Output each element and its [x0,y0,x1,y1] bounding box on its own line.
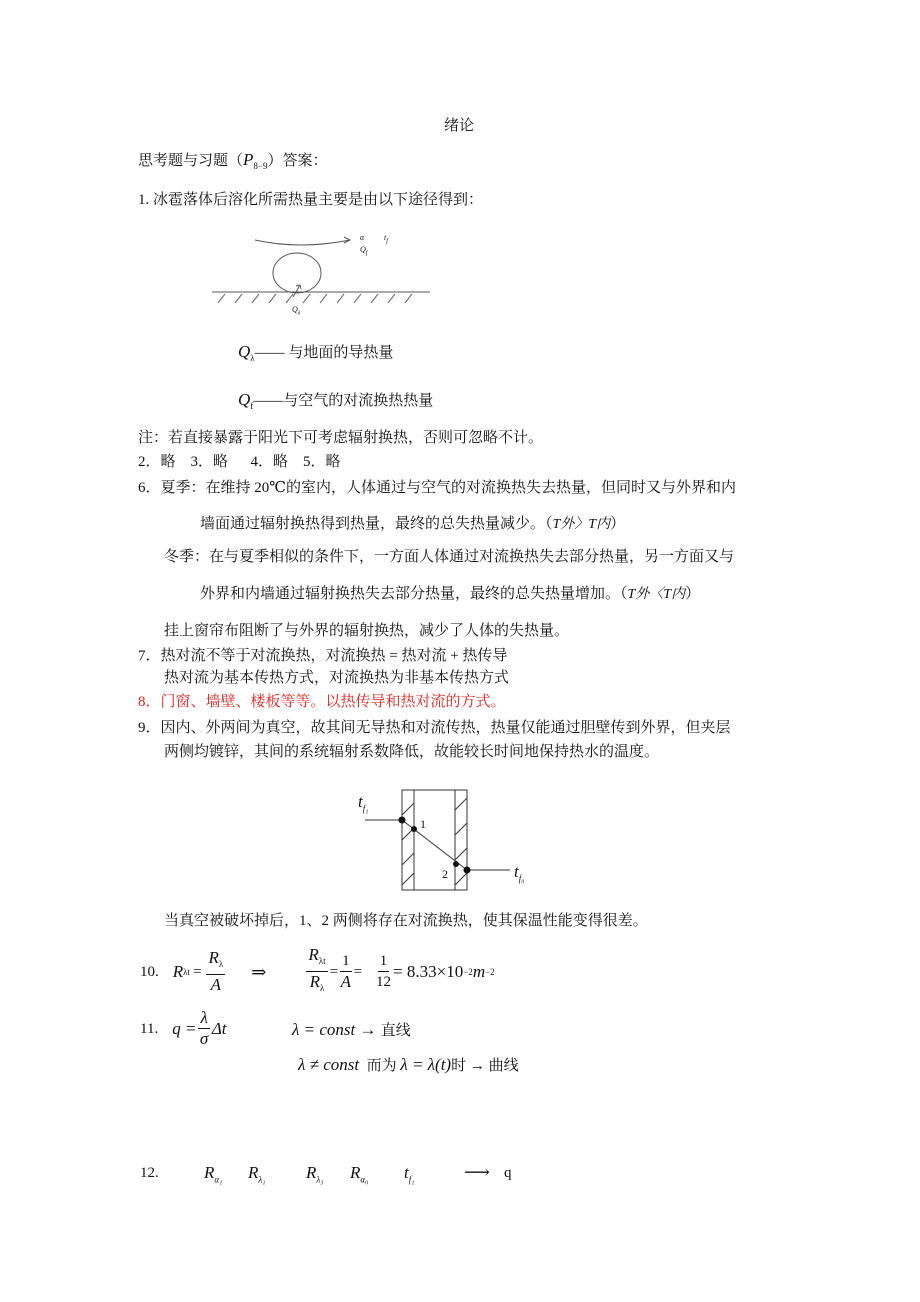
q12-q: q [504,1165,512,1181]
q12-item: $R_{\lambda_3}$ [306,1163,324,1185]
q6-line5: 挂上窗帘布阻断了与外界的辐射换热，减少了人体的失热量。 [164,623,570,639]
q12-item: $R_{\alpha_1}$ [204,1163,223,1185]
q12-item: $t_{f_1}$ [404,1163,415,1185]
hailstone-diagram [200,225,440,320]
fig2-tf1: $t_{f_1}$ [358,792,369,814]
q1-text: 1. 冰雹落体后溶化所需热量主要是由以下途径得到： [138,192,484,208]
q9-line1: 9．因内、外两间为真空，故其间无导热和对流传热，热量仅能通过胆壁传到外界，但夹层 [138,720,731,736]
subtitle [138,150,328,176]
q7-line1: 7．热对流不等于对流换热，对流换热 = 热对流 + 热传导 [138,648,508,664]
q12-arrow: ⟶ [464,1162,490,1182]
def-Q-lambda: $Q_\lambda——$ 与地面的导热量 [238,342,394,363]
fig1-alpha: α [360,233,365,242]
q9-line3: 当真空被破坏掉后，1、2 两侧将存在对流换热，使其保温性能变得很差。 [164,913,648,929]
q11-case2: λ ≠ const 而为 λ = λ(t)时 → 曲线 [298,1055,519,1074]
q12-num: 12. [140,1165,159,1181]
q6-line2: 墙面通过辐射换热得到热量，最终的总失热量减少。（T外〉T内） [200,516,626,532]
page-symbol: P [243,150,254,169]
q7-line2: 热对流为基本传热方式，对流换热为非基本传热方式 [164,670,510,686]
q2-5: 2．略 3．略 4．略 5．略 [138,454,341,470]
fig1-tf: $t_f$ [384,233,388,245]
fig1-Qf: $Q_f$ [360,245,368,257]
def-Q-f: $Q_f——$与空气的对流换热热量 [238,390,434,411]
q12-item: $R_{\alpha_0}$ [350,1163,369,1185]
page-range: 8−9 [253,161,268,171]
q12-item: $R_{\lambda_1}$ [248,1163,266,1185]
q6-line4: 外界和内墙通过辐射换热失去部分热量，最终的总失热量增加。（T外〈T内） [200,586,701,602]
subtitle-post: ）答案： [267,153,328,169]
page-title: 绪论 [444,118,475,134]
fig2-point-1: 1 [420,817,426,831]
q10-formula: 10. R λt = $\frac{R_\lambda}{A}$ ⇒ $\frac{R_{\lambda t}}{R_\lambda}$ = $\frac{1}{A}$ = $\frac{1}{12}$ = 8.33×10 −2 m −2 [140,945,495,994]
q8: 8．门窗、墙壁、楼板等等。以热传导和热对流的方式。 [138,694,506,710]
fig2-point-2: 2 [442,867,448,881]
q11-case1: λ = const → 直线 [292,1020,411,1039]
q11-formula: 11. q = $\frac{\lambda}{\sigma}$ Δt [140,1008,227,1048]
subtitle-pre: 思考题与习题（ [138,153,244,169]
q6-line3: 冬季：在与夏季相似的条件下，一方面人体通过对流换热失去部分热量，另一方面又与 [164,549,735,565]
fig2-tf0: $t_{f_0}$ [514,862,525,884]
q9-line2: 两侧均镀锌，其间的系统辐射系数降低，故能较长时间地保持热水的温度。 [164,744,660,760]
note: 注：若直接暴露于阳光下可考虑辐射换热，否则可忽略不计。 [138,430,544,446]
fig1-Ql: $Q_\lambda$ [292,305,301,317]
q6-line1: 6．夏季：在维持 20℃的室内，人体通过与空气的对流换热失去热量，但同时又与外界和内 [138,480,737,496]
thermos-diagram [360,785,540,895]
